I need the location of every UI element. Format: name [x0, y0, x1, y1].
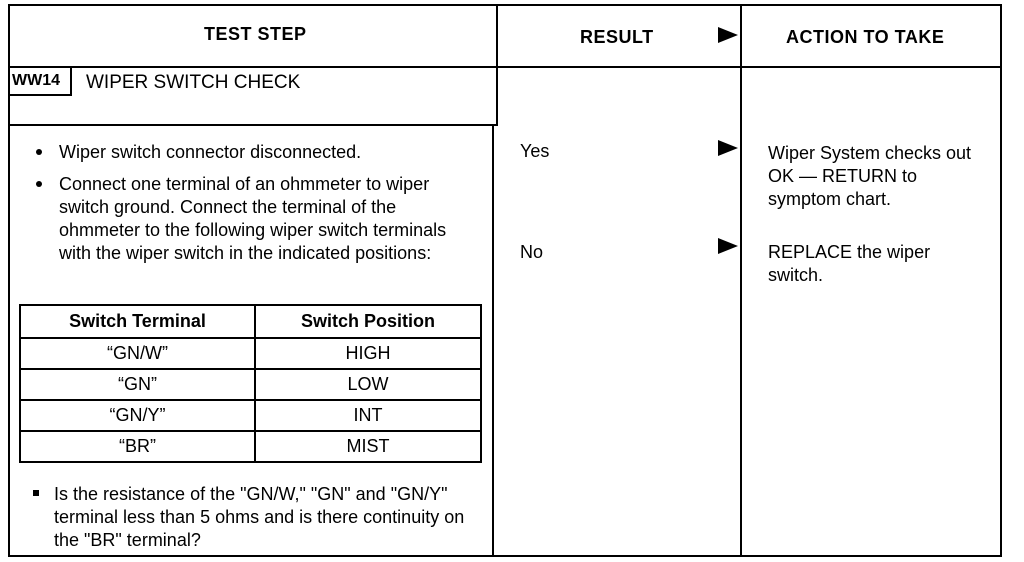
table-header-row [20, 305, 481, 338]
table-row [20, 369, 481, 400]
step-code: WW14 [10, 68, 72, 96]
terminal-cell: “GN/Y” [20, 400, 255, 431]
header-action: ACTION TO TAKE [786, 27, 945, 47]
bullet-icon [33, 490, 39, 496]
position-cell: LOW [255, 369, 481, 400]
table-row [20, 338, 481, 369]
bullet-icon [36, 149, 42, 155]
table-row [20, 431, 481, 462]
position-cell: INT [255, 400, 481, 431]
result-arrow-icon [718, 238, 738, 254]
table-row [20, 400, 481, 431]
column-divider-action [740, 4, 742, 557]
result-arrow-icon [718, 140, 738, 156]
header-divider [8, 66, 1002, 68]
title-divider [8, 124, 496, 126]
column-header-switch-terminal: Switch Terminal [20, 305, 255, 338]
switch-terminal-table [19, 304, 482, 463]
result-no: No [520, 242, 544, 262]
action-yes: Wiper System checks out OK — RETURN to symptom chart. [768, 143, 972, 209]
terminal-cell: “GN/W” [20, 338, 255, 369]
step-bullet-2: Connect one terminal of an ohmmeter to wiper switch ground. Connect the terminal of the ohmmeter to the following wiper switch terminals with the wiper switch in the indicated positions: [59, 174, 447, 263]
header-result: RESULT [580, 27, 654, 47]
terminal-cell: “BR” [20, 431, 255, 462]
bullet-icon [36, 181, 42, 187]
column-divider-result [496, 4, 498, 126]
column-divider-result-lower [492, 126, 494, 557]
header-arrow-icon [718, 27, 738, 43]
column-header-switch-position: Switch Position [255, 305, 481, 338]
step-bullet-1: Wiper switch connector disconnected. [59, 142, 362, 162]
result-yes: Yes [520, 141, 550, 161]
action-no: REPLACE the wiper switch. [768, 242, 931, 285]
header-test-step: TEST STEP [204, 24, 307, 44]
position-cell: HIGH [255, 338, 481, 369]
terminal-cell: “GN” [20, 369, 255, 400]
step-question: Is the resistance of the "GN/W," "GN" and "GN/Y" terminal less than 5 ohms and is there continuity on the "BR" terminal? [54, 484, 465, 550]
step-title: WIPER SWITCH CHECK [86, 72, 301, 93]
position-cell: MIST [255, 431, 481, 462]
